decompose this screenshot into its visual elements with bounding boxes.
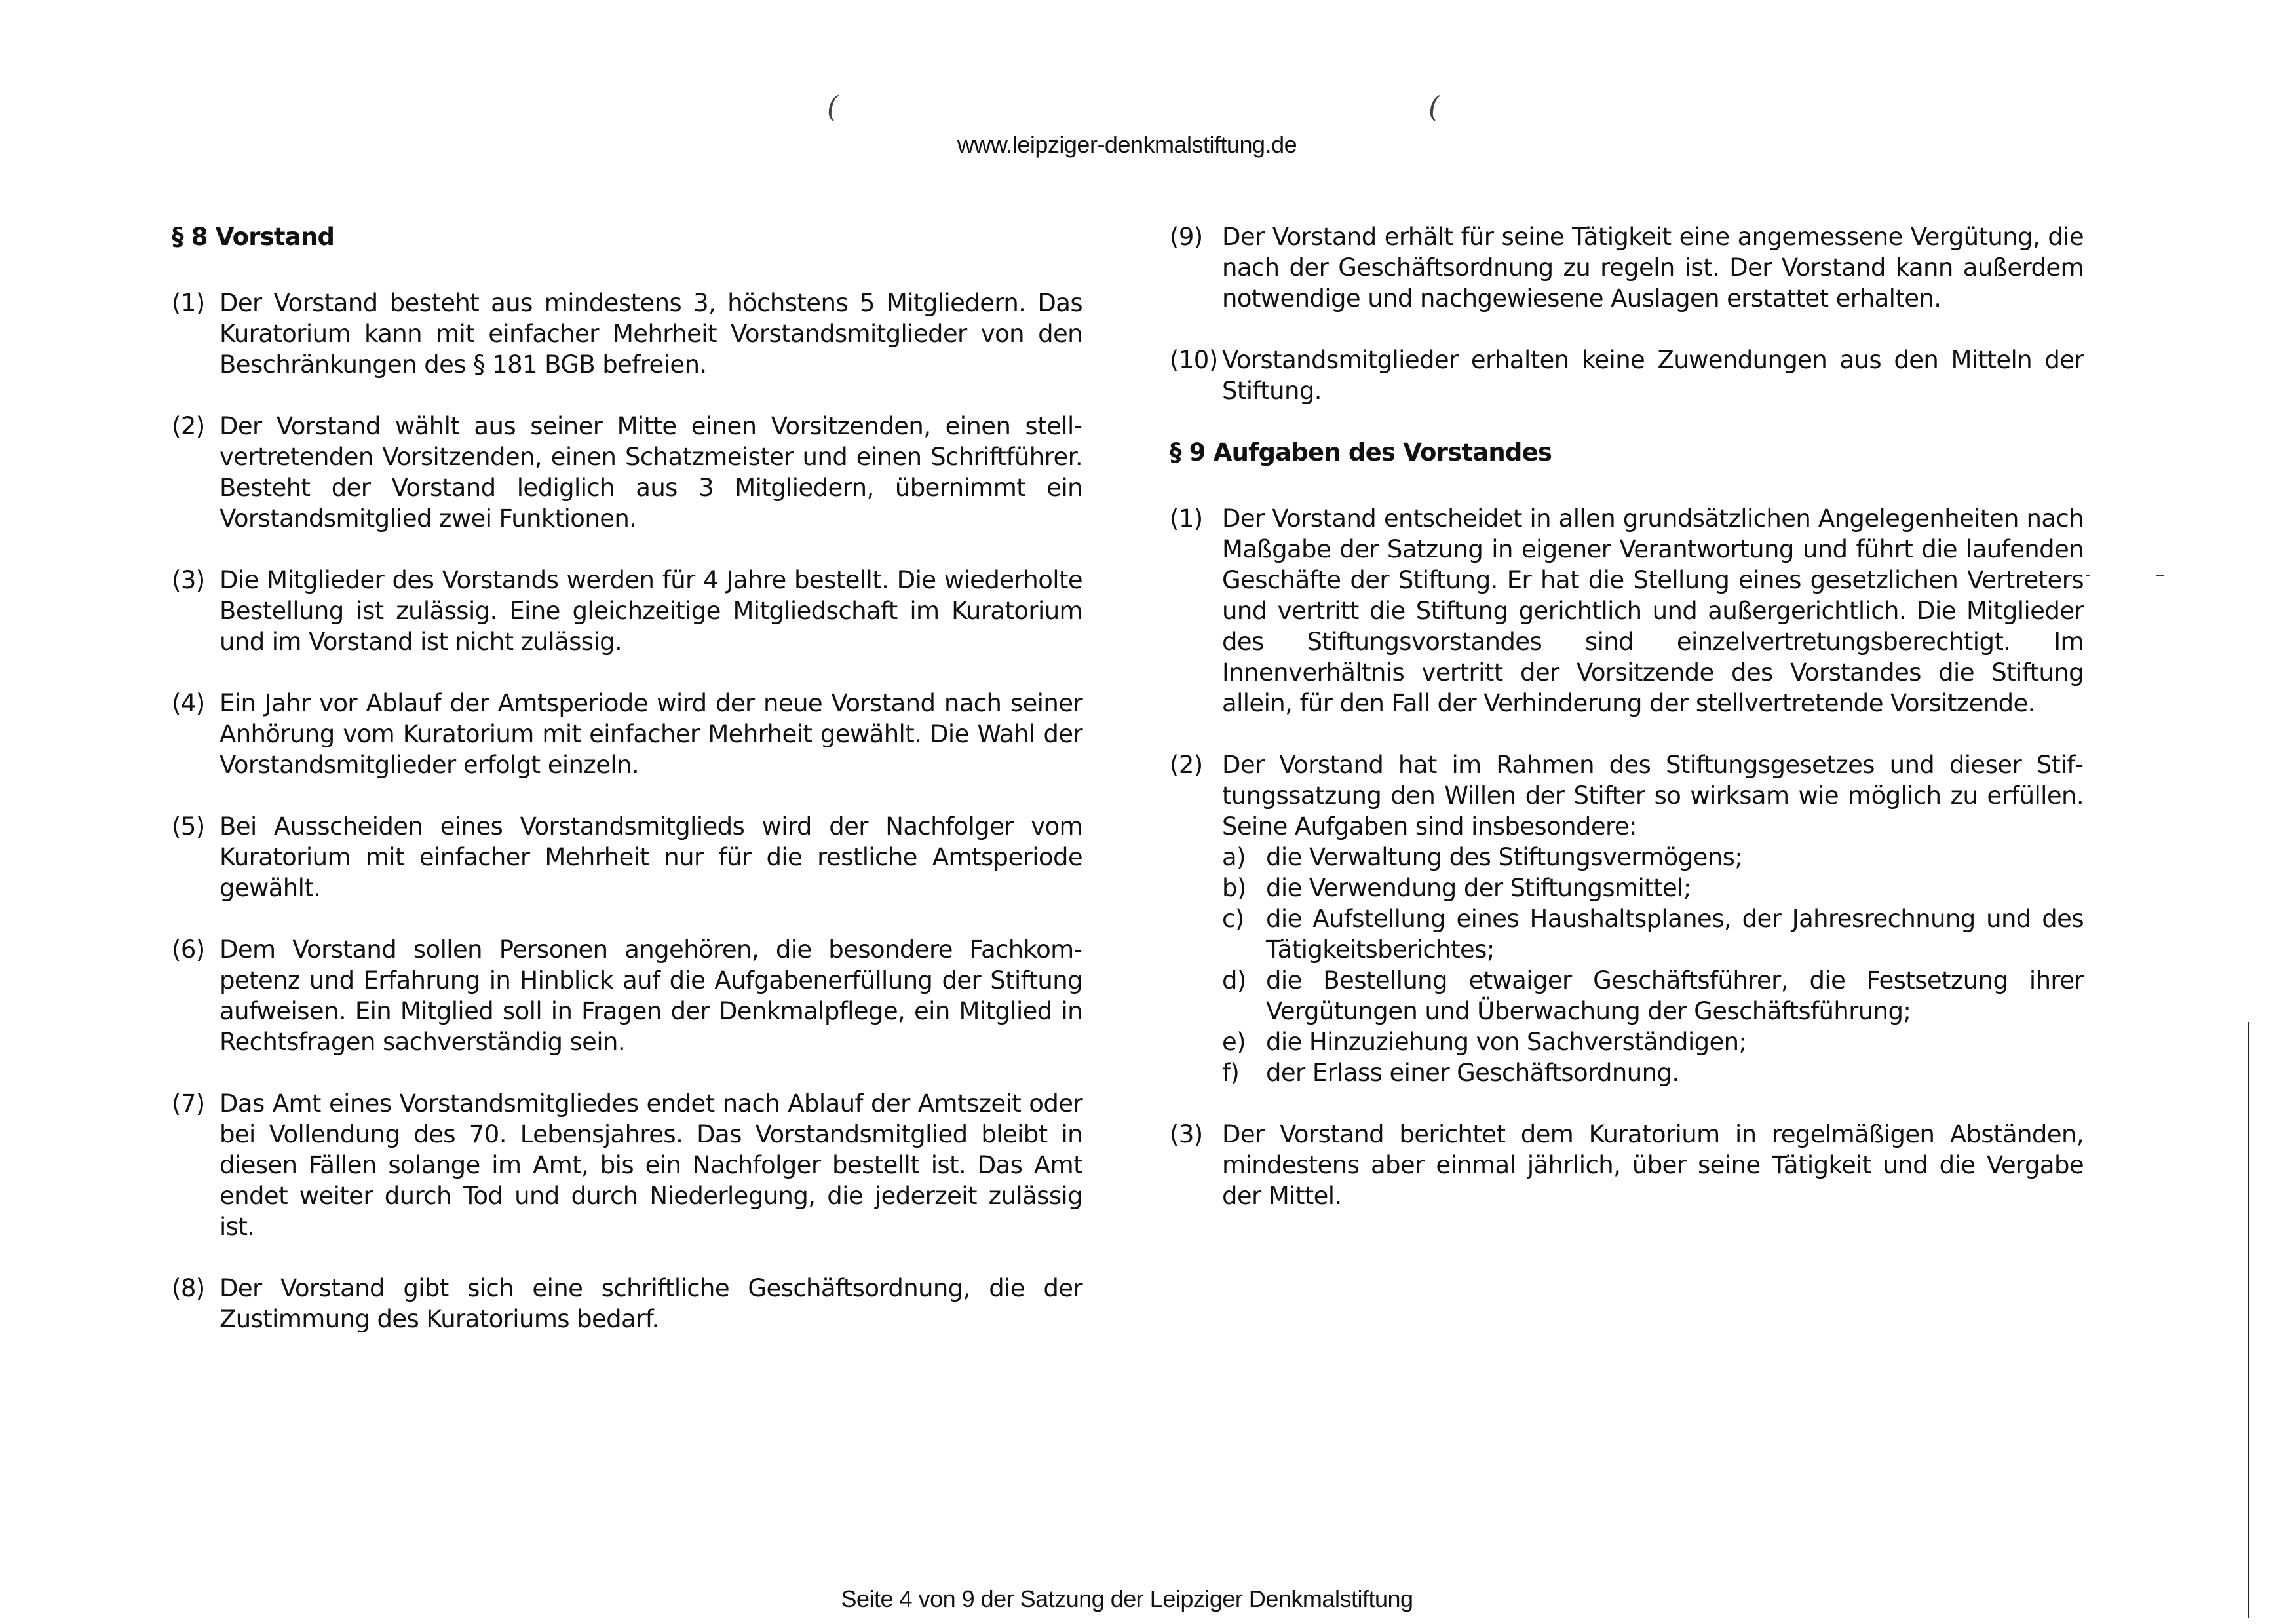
item-text: Der Vorstand berichtet dem Kuratorium in regelmäßigen Abständen, mindestens aber einmal jährlich, über seine Tätigkeit und die Vergabe der Mittel.	[1222, 1120, 2084, 1210]
paragraph-item	[1170, 503, 2084, 719]
item-text: Der Vorstand gibt sich eine schriftliche Geschäftsordnung, die der Zustimmung des Kuratoriums bedarf.	[220, 1274, 1082, 1333]
section-heading-9: § 9 Aufgaben des Vorstandes	[1170, 438, 1552, 466]
item-number: (2)	[1170, 751, 1203, 779]
item-number: (1)	[172, 289, 205, 317]
paragraph-item	[172, 1273, 1082, 1334]
task-text: die Aufstellung eines Haushaltsplanes, der Jahresrechnung und des Tätigkeitsberichtes;	[1266, 905, 2084, 964]
task-label: b)	[1222, 874, 1246, 902]
item-text: Das Amt eines Vorstandsmitgliedes endet nach Ablauf der Amtszeit oder bei Vollendung des 70. Lebensjahres. Das Vorstandsmitglied bleibt in diesen Fällen solange im Amt, bis ein Nachfolger bestellt ist. Das Amt endet weiter durch Tod und durch Niederlegung, die jederzeit zulässig ist.	[220, 1089, 1082, 1241]
task-list-item	[1222, 1027, 2084, 1057]
item-number: (7)	[172, 1089, 205, 1118]
task-list-item	[1222, 842, 2084, 873]
task-list-item	[1222, 965, 2084, 1027]
task-text: die Verwaltung des Stiftungsvermögens;	[1266, 843, 1743, 871]
scan-edge-line	[2248, 1022, 2249, 1618]
paragraph-item	[1170, 1119, 2084, 1211]
task-label: c)	[1222, 905, 1244, 933]
task-text: der Erlass einer Geschäftsordnung.	[1266, 1059, 1679, 1087]
item-text: Vorstandsmitglieder erhalten keine Zuwendungen aus den Mitteln der Stiftung.	[1222, 346, 2084, 405]
task-list-item	[1222, 1057, 2084, 1088]
item-number: (10)	[1170, 346, 1218, 374]
task-list-item	[1222, 903, 2084, 965]
task-label: e)	[1222, 1028, 1246, 1056]
page-footer: Seite 4 von 9 der Satzung der Leipziger Denkmalstiftung	[841, 1585, 1413, 1612]
paragraph-item	[172, 411, 1082, 534]
left-column	[172, 221, 1082, 1365]
paragraph-item	[1170, 749, 2084, 1088]
task-label: f)	[1222, 1059, 1240, 1087]
item-number: (8)	[172, 1274, 205, 1302]
header-url: www.leipziger-denkmalstiftung.de	[957, 131, 1297, 158]
task-label: a)	[1222, 843, 1246, 871]
item-number: (5)	[172, 812, 205, 840]
paragraph-item	[172, 688, 1082, 780]
section-heading-8: § 8 Vorstand	[172, 223, 335, 251]
item-text: Der Vorstand erhält für seine Tätigkeit eine angemessene Vergütung, die nach der Geschäftsordnung zu regeln ist. Der Vorstand kann außerdem notwendige und nachgewiesene Auslagen erstattet erhalten.	[1222, 223, 2084, 312]
item-number: (6)	[172, 935, 205, 964]
item-text: Der Vorstand wählt aus seiner Mitte einen Vorsitzenden, einen stellvertretenden Vorsitzenden, einen Schatzmeister und einen Schriftführer. Besteht der Vorstand lediglich aus 3 Mitgliedern, übernimmt ein Vorstandsmitglied zwei Funktionen.	[220, 412, 1082, 533]
task-text: die Verwendung der Stiftungsmittel;	[1266, 874, 1691, 902]
item-number: (2)	[172, 412, 205, 440]
scan-mark-paren-left: (	[827, 90, 839, 124]
item-number: (4)	[172, 689, 205, 717]
paragraph-item	[1170, 345, 2084, 406]
item-number: (3)	[1170, 1120, 1203, 1148]
item-body	[1222, 749, 2084, 1088]
item-number: (9)	[1170, 223, 1203, 251]
item-text: Der Vorstand entscheidet in allen grundsätzlichen Angelegenheiten nach Maßgabe der Satzung in eigener Verantwortung und führt die laufenden Geschäfte der Stiftung. Er hat die Stellung eines gesetzlichen Vertreters und vertritt die Stiftung gerichtlich und außergerichtlich. Die Mitglieder des Stiftungsvorstandes sind einzelvertretungsberechtigt. Im Innenverhältnis vertritt der Vorsitzende des Vorstandes die Stiftung allein, für den Fall der Verhinderung der stellvertretende Vorsitzende.	[1222, 504, 2084, 717]
task-label: d)	[1222, 966, 1246, 994]
scan-mark-dash	[2156, 575, 2164, 576]
item-number: (3)	[172, 566, 205, 594]
item-text: Die Mitglieder des Vorstands werden für 4 Jahre bestellt. Die wiederholte Bestellung ist zulässig. Eine gleichzeitige Mitgliedschaft im Kuratorium und im Vorstand ist nicht zulässig.	[220, 566, 1082, 656]
item-text: Ein Jahr vor Ablauf der Amtsperiode wird der neue Vorstand nach seiner Anhörung vom Kuratorium mit einfacher Mehrheit gewählt. Die Wahl der Vorstandsmitglieder erfolgt einzeln.	[220, 689, 1082, 779]
item-text: Der Vorstand hat im Rahmen des Stiftungsgesetzes und dieser Stiftungssatzung den Willen der Stifter so wirksam wie möglich zu erfüllen. Seine Aufgaben sind insbesondere:	[1222, 751, 2084, 840]
item-text: Der Vorstand besteht aus mindestens 3, höchstens 5 Mitgliedern. Das Kuratorium kann mit einfacher Mehrheit Vorstandsmitglieder von den Beschränkungen des § 181 BGB befreien.	[220, 289, 1082, 379]
paragraph-item	[172, 288, 1082, 380]
task-text: die Bestellung etwaiger Geschäftsführer, die Festsetzung ihrer Vergütungen und Überwachung der Geschäftsführung;	[1266, 966, 2084, 1025]
paragraph-item	[172, 565, 1082, 657]
item-number: (1)	[1170, 504, 1203, 533]
scan-mark-dash	[2086, 575, 2090, 576]
scan-mark-paren-right: (	[1428, 90, 1440, 124]
item-text: Bei Ausscheiden eines Vorstandsmitglieds wird der Nachfolger vom Kuratorium mit einfacher Mehrheit nur für die restliche Amtsperiode gewählt.	[220, 812, 1082, 902]
paragraph-item	[172, 1088, 1082, 1242]
paragraph-item	[172, 811, 1082, 903]
right-column	[1170, 221, 2084, 1242]
paragraph-item	[1170, 221, 2084, 314]
task-list-item	[1222, 873, 2084, 903]
task-list	[1222, 842, 2084, 1088]
paragraph-item	[172, 934, 1082, 1057]
item-text: Dem Vorstand sollen Personen angehören, die besondere Fachkompetenz und Erfahrung in Hinblick auf die Aufgabenerfüllung der Stiftung aufweisen. Ein Mitglied soll in Fragen der Denkmalpflege, ein Mitglied in Rechtsfragen sachverständig sein.	[220, 935, 1082, 1056]
task-text: die Hinzuziehung von Sachverständigen;	[1266, 1028, 1747, 1056]
